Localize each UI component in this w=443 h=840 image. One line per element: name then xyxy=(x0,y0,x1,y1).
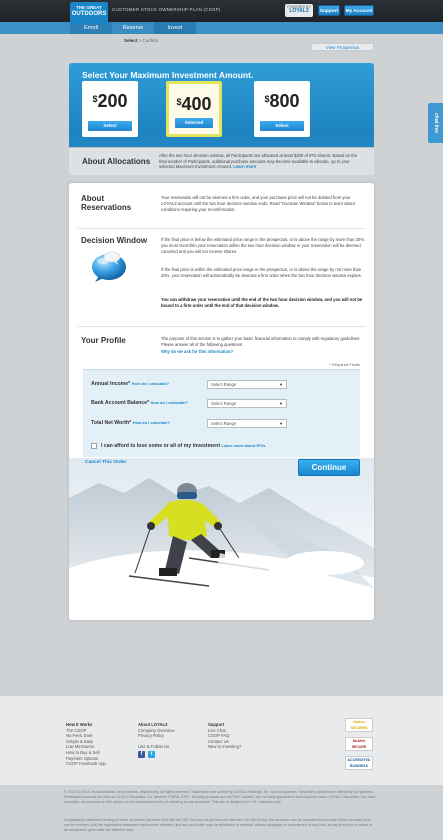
learn-more-ipos-link[interactable]: Learn more about IPOs xyxy=(221,443,266,448)
step-enroll[interactable]: Enroll xyxy=(70,22,112,34)
currency-symbol: $ xyxy=(264,94,270,104)
net-worth-text: Total Net Worth* xyxy=(91,420,132,426)
profile-form xyxy=(83,369,360,457)
chat-live-tab[interactable]: chat live xyxy=(428,103,443,143)
footer-link[interactable]: No Fees, Ever xyxy=(66,733,93,739)
view-prospectus-button[interactable]: View Prospectus xyxy=(311,43,374,51)
footer-heading: Support xyxy=(208,722,225,727)
my-account-button[interactable]: My Account xyxy=(344,5,374,16)
footer-link[interactable]: Contact Us xyxy=(208,738,229,744)
bank-balance-value: Select Range xyxy=(211,401,237,406)
why-ask-link[interactable]: Why do we ask for this information? xyxy=(161,349,234,354)
footer-heading: About LOYAL3 xyxy=(138,722,168,727)
bank-balance-text: Bank Account Balance* xyxy=(91,400,150,406)
support-button[interactable]: Support xyxy=(318,5,340,16)
footer-link[interactable]: Privacy Policy xyxy=(138,733,165,739)
allocations-section xyxy=(69,147,374,175)
afford-loss-checkbox[interactable] xyxy=(91,443,97,449)
footer-link[interactable]: Low Minimums xyxy=(66,744,94,750)
footer-link[interactable]: CSOP Facebook App xyxy=(66,761,106,767)
powered-by-text: POWERED BY xyxy=(287,5,311,9)
footer-link[interactable]: How to Buy & Sell xyxy=(66,749,100,755)
net-worth-calc-link[interactable]: How do I calculate? xyxy=(132,420,170,425)
norton-text: Norton xyxy=(353,720,365,724)
footer-link[interactable]: New to Investing? xyxy=(208,744,242,750)
powered-by-brand: LOYAL3 xyxy=(289,8,309,14)
sub-step-confirm[interactable]: Confirm xyxy=(142,38,159,43)
annual-income-value: Select Range xyxy=(211,382,237,387)
bbb-accredited-badge[interactable]: ACCREDITED BUSINESS xyxy=(345,756,373,770)
annual-income-label xyxy=(91,381,169,387)
net-worth-select[interactable] xyxy=(207,419,287,428)
section-divider xyxy=(77,326,366,327)
selected-400-button[interactable]: Selected xyxy=(175,118,213,128)
footer-link[interactable]: Company Overview xyxy=(138,727,175,733)
amount-price xyxy=(82,91,138,112)
chat-bubble-icon xyxy=(89,249,129,283)
twitter-icon[interactable]: t xyxy=(148,751,155,758)
amount-value: 800 xyxy=(269,91,300,111)
amount-card-800[interactable] xyxy=(254,81,310,137)
footer-link[interactable]: Payment Options xyxy=(66,755,99,761)
decision-para-3: You can withdraw your reservation until the end of the two hour decision window, and you will not be bound to a firm order until the end of that decision window. xyxy=(161,297,363,308)
annual-income-select[interactable] xyxy=(207,380,287,389)
step-reserve[interactable]: Reserve xyxy=(112,22,154,34)
reservations-title-line2: Reservations xyxy=(81,203,132,212)
sub-step-select[interactable]: Select xyxy=(124,38,138,43)
currency-symbol: $ xyxy=(176,97,182,107)
skier-image xyxy=(69,458,374,620)
mcafee-secure-badge[interactable]: McAfee SECURE xyxy=(345,737,373,751)
footer-link[interactable]: Simple & Easy xyxy=(66,738,94,744)
footer-link[interactable]: Live Chat xyxy=(208,727,226,733)
bank-balance-select[interactable] xyxy=(207,399,287,408)
reservations-text: Your reservation will not be deemed a firm order, and your purchase price will not be debited from your LOYAL3 account until the two hour decision window ends. Read "Decision Window" below to learn about conditions requiring your reconfirmation. xyxy=(161,195,355,212)
footer-col-support xyxy=(208,722,241,750)
allocations-text xyxy=(159,153,364,170)
select-800-button[interactable]: Select xyxy=(260,121,304,131)
amount-price xyxy=(254,91,310,112)
profile-title: Your Profile xyxy=(81,336,126,345)
amount-card-200[interactable] xyxy=(82,81,138,137)
allocations-title: About Allocations xyxy=(82,157,151,166)
reservations-title-line1: About xyxy=(81,194,105,203)
powered-by-badge xyxy=(285,4,313,17)
amount-card-400[interactable] xyxy=(166,81,222,137)
secured-text: SECURED xyxy=(350,726,368,730)
amount-price xyxy=(169,94,219,115)
decision-para-2: If the final price is within the estimated price range in the prospectus, or is above the range by not more than 20%, your reservation will automatically be deemed a firm order when the two hour decision window expires. xyxy=(161,267,362,278)
continue-button[interactable]: Continue xyxy=(298,459,360,476)
bank-balance-calc-link[interactable]: How do I calculate? xyxy=(150,400,188,405)
amount-value: 200 xyxy=(97,91,128,111)
sec-disclaimer: A registration statement relating to these securities has been filed with the SEC but has not yet become effective. No offer to buy the securities can be accepted and no part of the purchase price can be received until the registration statement has become effective, and any such offer may be withdrawn or revoked, without obligation or commitment of any kind, at any time prior to notice of its acceptance given after the effective date. xyxy=(64,818,373,832)
section-divider xyxy=(77,228,366,229)
annual-income-calc-link[interactable]: How do I calculate? xyxy=(131,381,169,386)
profile-text: The purpose of this section is to gather your basic financial information to comply with regulatory guidelines. Please answer all of the following questions. xyxy=(161,336,361,347)
investment-title: Select Your Maximum Investment Amount. xyxy=(82,70,254,80)
logo-main-text: OUTDOORS xyxy=(71,11,107,17)
sub-step-separator: > xyxy=(137,38,143,43)
afford-loss-label xyxy=(101,443,266,449)
footer-heading: How It Works xyxy=(66,722,93,727)
footer-col-about xyxy=(138,722,175,750)
main-content-card xyxy=(69,183,374,620)
afford-loss-text: I can afford to lose some or all of my investment xyxy=(101,443,221,449)
chevron-down-icon: ▼ xyxy=(279,401,283,406)
chevron-down-icon: ▼ xyxy=(279,421,283,426)
top-header xyxy=(0,0,443,22)
select-200-button[interactable]: Select xyxy=(88,121,132,131)
amount-value: 400 xyxy=(181,94,212,114)
reservations-title xyxy=(81,194,131,212)
step-invest[interactable]: Invest xyxy=(154,22,196,34)
cancel-order-link[interactable]: Cancel This Order xyxy=(85,460,127,465)
chevron-down-icon: ▼ xyxy=(279,382,283,387)
step-nav-bar xyxy=(0,22,443,34)
allocations-learn-more-link[interactable]: Learn more xyxy=(233,164,257,169)
facebook-icon[interactable]: f xyxy=(138,751,145,758)
bank-balance-label xyxy=(91,400,188,406)
net-worth-value: Select Range xyxy=(211,421,237,426)
required-fields-note: * Required Fields xyxy=(329,362,360,367)
norton-secured-badge[interactable] xyxy=(345,718,373,732)
allocations-body: After the two hour decision window, all Participants are allocated at least $200 of IPO shares. Based on the final number of Participants, additional purchase amounts may become available to allocate, up to your selected Maximum Investment Amount. xyxy=(159,153,358,169)
footer-col-how-it-works xyxy=(66,722,106,767)
decision-para-1: If the final price is below the estimated price range in the prospectus, or is above the range by more than 20%, you must reconfirm your reservation within the two hour decision window or your reservation will be deemed canceled and you will not receive shares. xyxy=(161,237,366,254)
brand-logo[interactable] xyxy=(70,2,108,24)
sub-breadcrumb xyxy=(124,38,158,43)
decision-window-title: Decision Window xyxy=(81,236,148,245)
legal-disclaimer: © 2013 LOYAL3, its subsidiaries, and partners, respectively. All rights reserved. Trademarks are owned by LOYAL3 Holdings, Inc. and our partners. Securities products are offered by our partners. Participant accounts are held at LOYAL3 Securities, Inc. Member FINRA, SIPC. Security products are not FDIC insured, are not bank guaranteed and may lose value. LOYAL3 Securities, Inc. does not solicit, recommend or offer advice on the investment merits of investing in any securities. This site is designed for U.S. residents only. xyxy=(64,790,376,804)
plan-title: CUSTOMER STOCK OWNERSHIP PLAN (CSOP) xyxy=(112,7,221,12)
logo-top-text: THE GREAT xyxy=(76,5,102,10)
annual-income-text: Annual Income* xyxy=(91,381,131,387)
footer-link[interactable]: CSOP FAQ xyxy=(208,733,230,739)
net-worth-label xyxy=(91,420,170,426)
footer-like-follow: Like & Follow Us xyxy=(138,744,170,750)
currency-symbol: $ xyxy=(92,94,98,104)
footer-link[interactable]: The CSOP xyxy=(66,727,87,733)
